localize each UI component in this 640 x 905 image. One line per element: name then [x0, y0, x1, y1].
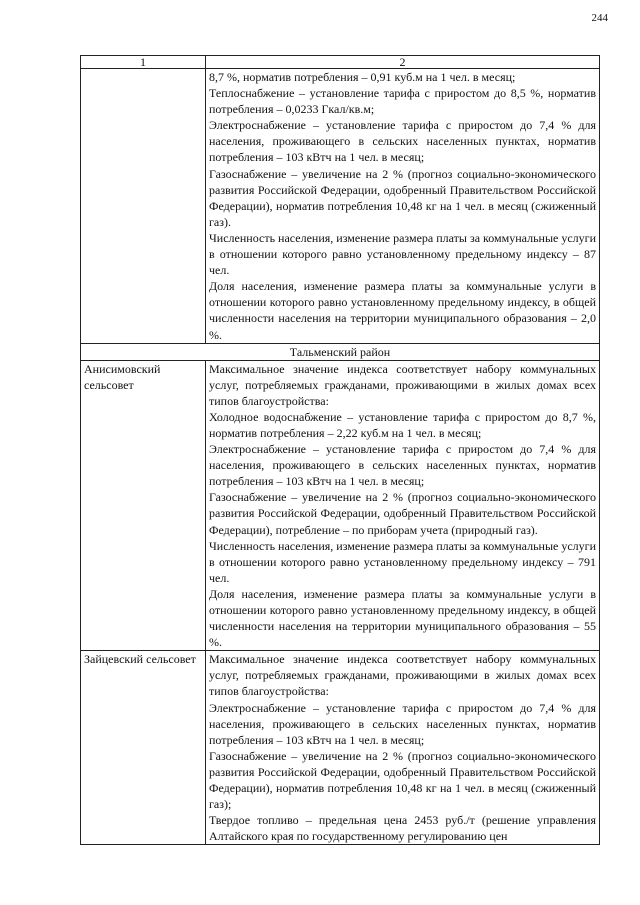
district-row — [81, 343, 600, 360]
continuation-text-cell — [206, 69, 600, 344]
paragraph: Максимальное значение индекса соответствует набору коммунальных услуг, потребляемых гражданами, проживающими в жилых домах всех типов благоустройства: — [209, 361, 596, 408]
paragraph: Холодное водоснабжение – установление тарифа с приростом до 8,7 %, норматив потребления – 2,22 куб.м на 1 чел. в месяц; — [209, 409, 596, 440]
column-header-2: 2 — [206, 56, 600, 69]
paragraph: Электроснабжение – установление тарифа с приростом до 7,4 % для населения, проживающего в сельских населенных пунктах, норматив потребления – 103 кВтч на 1 чел. в месяц; — [209, 118, 596, 165]
header-row — [81, 56, 600, 69]
district-title: Тальменский район — [81, 343, 600, 360]
paragraph: Электроснабжение – установление тарифа с приростом до 7,4 % для населения, проживающего в сельских населенных пунктах, норматив потребления – 103 кВтч на 1 чел. в месяц; — [209, 442, 596, 489]
paragraph: Теплоснабжение – установление тарифа с приростом до 8,5 %, норматив потребления – 0,0233 Гкал/кв.м; — [209, 86, 596, 117]
municipality-name: Анисимовский сельсовет — [81, 360, 206, 651]
municipality-details — [206, 360, 600, 651]
paragraph: Электроснабжение – установление тарифа с приростом до 7,4 % для населения, проживающего в сельских населенных пунктах, норматив потребления – 103 кВтч на 1 чел. в месяц; — [209, 700, 596, 747]
tariff-table — [80, 55, 600, 845]
paragraph: Газоснабжение – увеличение на 2 % (прогноз социально-экономического развития Российской Федерации, одобренный Правительством Российской Федерации), норматив потребления 10,48 кг на 1 чел. в месяц (сжиженный газ). — [209, 166, 596, 229]
paragraph: Доля населения, изменение размера платы за коммунальные услуги в отношении которого равно установленному предельному индексу, в общей численности населения на территории муниципального образования – 55 %. — [209, 586, 596, 650]
paragraph: Численность населения, изменение размера платы за коммунальные услуги в отношении которого равно установленному предельному индексу – 791 чел. — [209, 538, 597, 585]
table-row — [81, 651, 600, 845]
paragraph: Газоснабжение – увеличение на 2 % (прогноз социально-экономического развития Российской Федерации, одобренный Правительством Российской Федерации), потребление – по приборам учета (природный газ). — [209, 490, 596, 537]
paragraph: Численность населения, изменение размера платы за коммунальные услуги в отношении которого равно установленному предельному индексу – 87 чел. — [209, 230, 597, 278]
page-number: 244 — [591, 12, 608, 24]
paragraph: Твердое топливо – предельная цена 2453 руб./т (решение управления Алтайского края по государственному регулированию цен — [209, 813, 596, 844]
municipality-details — [206, 651, 600, 845]
continuation-row — [81, 69, 600, 344]
continuation-name-cell — [81, 69, 206, 344]
paragraph: Доля населения, изменение размера платы за коммунальные услуги в отношении которого равно установленному предельному индексу, в общей численности населения на территории муниципального образования – 2,0 %. — [209, 279, 596, 342]
paragraph: Газоснабжение – увеличение на 2 % (прогноз социально-экономического развития Российской Федерации, одобренный Правительством Российской Федерации), норматив потребления 10,48 кг на 1 чел. в месяц (сжиженный газ); — [209, 748, 596, 812]
column-header-1: 1 — [81, 56, 206, 69]
paragraph: 8,7 %, норматив потребления – 0,91 куб.м на 1 чел. в месяц; — [209, 70, 516, 84]
municipality-name: Зайцевский сельсовет — [81, 651, 206, 845]
table-row — [81, 360, 600, 651]
paragraph: Максимальное значение индекса соответствует набору коммунальных услуг, потребляемых гражданами, проживающими в жилых домах всех типов благоустройства: — [209, 652, 596, 699]
